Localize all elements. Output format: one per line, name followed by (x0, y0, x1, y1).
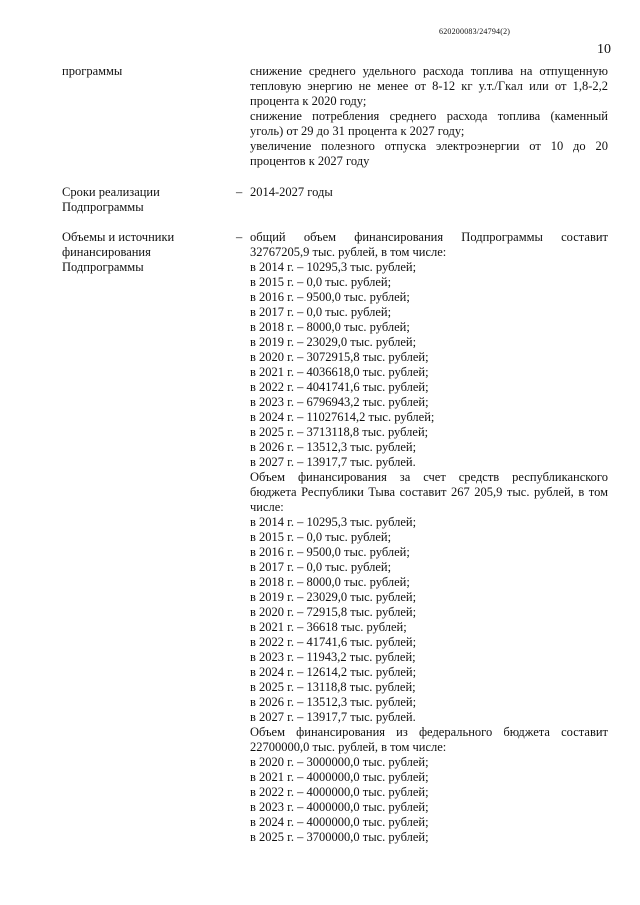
regional-year-line: в 2022 г. – 41741,6 тыс. рублей; (250, 635, 417, 649)
funding-year-line: в 2022 г. – 4041741,6 тыс. рублей; (250, 380, 429, 394)
regional-year-line: в 2017 г. – 0,0 тыс. рублей; (250, 560, 392, 574)
indicator-paragraph: снижение потребления среднего расхода топлива (каменный уголь) от 29 до 31 процента к 2027 году; (250, 109, 608, 138)
funding-year-line: в 2016 г. – 9500,0 тыс. рублей; (250, 290, 410, 304)
funding-year-line: в 2017 г. – 0,0 тыс. рублей; (250, 305, 392, 319)
page-number: 10 (597, 42, 611, 57)
row-content (250, 64, 608, 169)
row-content (250, 230, 608, 845)
passport-row-targets (62, 64, 610, 174)
federal-year-line: в 2021 г. – 4000000,0 тыс. рублей; (250, 770, 429, 784)
funding-year-line: в 2024 г. – 11027614,2 тыс. рублей; (250, 410, 435, 424)
funding-year-line: в 2019 г. – 23029,0 тыс. рублей; (250, 335, 417, 349)
regional-year-line: в 2014 г. – 10295,3 тыс. рублей; (250, 515, 417, 529)
document-id: 620200083/24794(2) (439, 27, 511, 36)
regional-year-line: в 2026 г. – 13512,3 тыс. рублей; (250, 695, 417, 709)
row-content (250, 185, 608, 200)
regional-year-line: в 2020 г. – 72915,8 тыс. рублей; (250, 605, 417, 619)
funding-year-line: в 2014 г. – 10295,3 тыс. рублей; (250, 260, 417, 274)
regional-year-line: в 2023 г. – 11943,2 тыс. рублей; (250, 650, 416, 664)
federal-year-line: в 2024 г. – 4000000,0 тыс. рублей; (250, 815, 429, 829)
regional-year-line: в 2027 г. – 13917,7 тыс. рублей. (250, 710, 416, 724)
regional-year-line: в 2019 г. – 23029,0 тыс. рублей; (250, 590, 417, 604)
regional-year-line: в 2025 г. – 13118,8 тыс. рублей; (250, 680, 416, 694)
funding-year-line: в 2021 г. – 4036618,0 тыс. рублей; (250, 365, 429, 379)
federal-budget-paragraph: Объем финансирования из федерального бюджета составит 22700000,0 тыс. рублей, в том числе: (250, 725, 608, 754)
funding-year-line: в 2018 г. – 8000,0 тыс. рублей; (250, 320, 410, 334)
federal-year-line: в 2023 г. – 4000000,0 тыс. рублей; (250, 800, 429, 814)
row-label: Объемы и источники финансирования Подпрограммы (62, 230, 175, 274)
funding-year-line: в 2026 г. – 13512,3 тыс. рублей; (250, 440, 417, 454)
federal-year-line: в 2025 г. – 3700000,0 тыс. рублей; (250, 830, 429, 844)
funding-year-line: в 2025 г. – 3713118,8 тыс. рублей; (250, 425, 429, 439)
funding-year-line: в 2023 г. – 6796943,2 тыс. рублей; (250, 395, 429, 409)
regional-year-line: в 2015 г. – 0,0 тыс. рублей; (250, 530, 392, 544)
regional-budget-paragraph: Объем финансирования за счет средств республиканского бюджета Республики Тыва составит 267 205,9 тыс. рублей, в том числе: (250, 470, 608, 514)
regional-year-line: в 2016 г. – 9500,0 тыс. рублей; (250, 545, 410, 559)
indicator-paragraph: снижение среднего удельного расхода топлива на отпущенную тепловую энергию не менее от 8-12 кг у.т./Гкал или от 1,8-2,2 процента к 2020 году; (250, 64, 608, 108)
row-label: программы (62, 64, 123, 78)
row-dash: – (236, 230, 243, 244)
funding-year-line: в 2015 г. – 0,0 тыс. рублей; (250, 275, 392, 289)
passport-row-terms (62, 185, 610, 217)
row-label: Сроки реализации Подпрограммы (62, 185, 160, 214)
federal-year-line: в 2020 г. – 3000000,0 тыс. рублей; (250, 755, 429, 769)
regional-year-line: в 2018 г. – 8000,0 тыс. рублей; (250, 575, 410, 589)
regional-year-line: в 2021 г. – 36618 тыс. рублей; (250, 620, 407, 634)
funding-total-paragraph: общий объем финансирования Подпрограммы составит 32767205,9 тыс. рублей, в том числе: (250, 230, 608, 259)
funding-year-line: в 2020 г. – 3072915,8 тыс. рублей; (250, 350, 429, 364)
funding-year-line: в 2027 г. – 13917,7 тыс. рублей. (250, 455, 416, 469)
terms-paragraph: 2014-2027 годы (250, 185, 333, 199)
indicator-paragraph: увеличение полезного отпуска электроэнергии от 10 до 20 процентов к 2027 году (250, 139, 608, 168)
row-dash: – (236, 185, 243, 199)
regional-year-line: в 2024 г. – 12614,2 тыс. рублей; (250, 665, 417, 679)
passport-row-funding (62, 230, 610, 844)
federal-year-line: в 2022 г. – 4000000,0 тыс. рублей; (250, 785, 429, 799)
